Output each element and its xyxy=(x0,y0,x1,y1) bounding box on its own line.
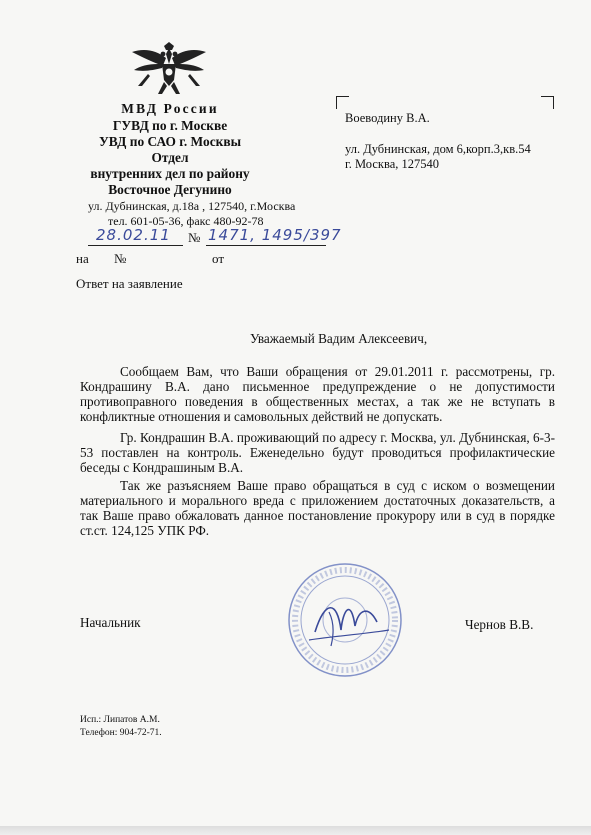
header-guvd: ГУВД по г. Москве xyxy=(112,118,228,133)
header-department-name: внутренних дел по району xyxy=(90,166,250,181)
recipient-street: ул. Дубнинская, дом 6,корп.3,кв.54 xyxy=(345,142,531,156)
recipient-corner-left xyxy=(336,96,349,109)
double-headed-eagle-emblem-icon xyxy=(128,40,210,100)
header-ministry: МВД России xyxy=(121,101,219,116)
recipient-name: Воеводину В.А. xyxy=(345,111,430,125)
number-label: № xyxy=(188,230,201,245)
page-bottom-edge xyxy=(0,826,591,835)
recipient-corner-right xyxy=(541,96,554,109)
header-address: ул. Дубнинская, д.18а , 127540, г.Москва xyxy=(88,199,296,213)
date-handwritten: 28.02.11 xyxy=(96,226,171,244)
number-handwritten: 1471, 1495/397 xyxy=(208,226,342,244)
na-label: на xyxy=(76,251,89,266)
recipient-city: г. Москва, 127540 xyxy=(345,157,439,171)
number-underline xyxy=(206,245,326,246)
header-phones: тел. 601-05-36, факс 480-92-78 xyxy=(108,214,264,228)
signature-name: Чернов В.В. xyxy=(465,617,534,632)
paragraph-3: Так же разъясняем Ваше право обращаться в суд с иском о возмещении материального и морального вреда с приложением достаточных доказательств, а так Ваше право обжаловать данное постановление прокурору или в суд в порядке ст.ст. 124,125 УПК РФ. xyxy=(80,478,555,538)
salutation: Уважаемый Вадим Алексеевич, xyxy=(250,331,428,346)
executor-phone: Телефон: 904-72-71. xyxy=(80,728,162,738)
header-uvd: УВД по САО г. Москвы xyxy=(98,134,242,149)
official-seal-stamp-icon xyxy=(285,560,405,680)
na-number-label: № xyxy=(114,251,127,266)
signature-position: Начальник xyxy=(80,615,141,630)
paragraph-2: Гр. Кондрашин В.А. проживающий по адресу г. Москва, ул. Дубнинская, 6-3-53 поставлен на контроль. Еженедельно будут проводиться профилактические беседы с Кондрашиным В.А. xyxy=(80,430,555,475)
executor-name: Исп.: Липатов А.М. xyxy=(80,715,160,725)
date-underline xyxy=(88,245,183,246)
paragraph-1: Сообщаем Вам, что Ваши обращения от 29.01.2011 г. рассмотрены, гр. Кондрашину В.А. дано письменное предупреждение о не допустимости противоправного поведения в общественных местах, а так же не вступать в конфликтные отношения и самовольных действий не допускать. xyxy=(80,364,555,424)
subject-line: Ответ на заявление xyxy=(76,276,183,291)
header-department: Отдел xyxy=(151,150,189,165)
ot-label: от xyxy=(212,251,225,266)
header-district: Восточное Дегунино xyxy=(108,182,232,197)
